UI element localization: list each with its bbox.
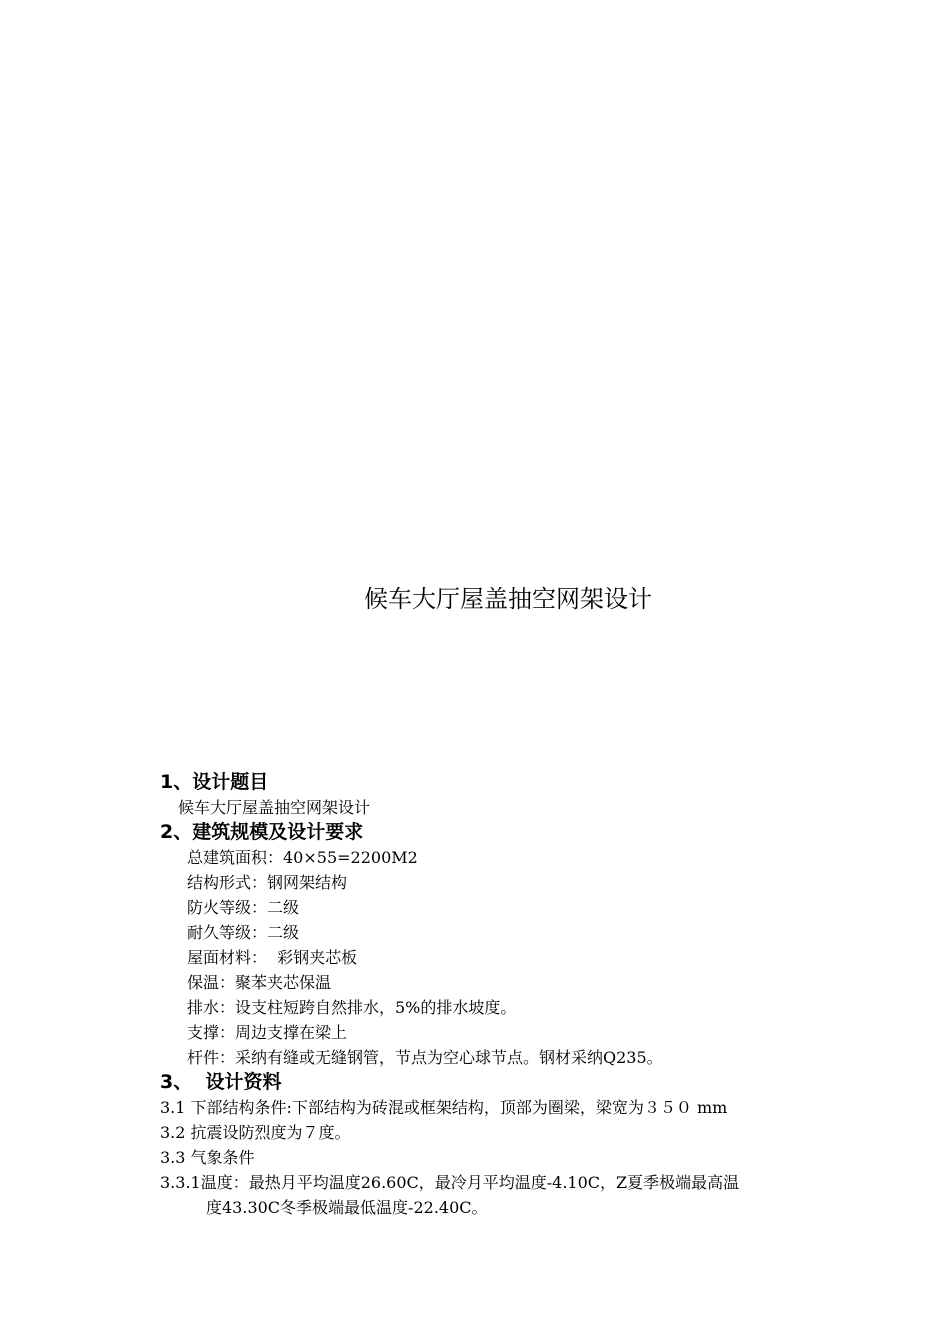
requirement-item: 结构形式：钢网架结构 [187,873,348,892]
requirement-item: 保温：聚苯夹芯保温 [187,973,332,992]
document-title: 候车大厅屋盖抽空网架设计 [364,585,652,613]
design-data-item-continued: 度43.30C冬季极端最低温度-22.40C。 [206,1198,488,1217]
section-1-text: 候车大厅屋盖抽空网架设计 [178,798,371,817]
section-3-heading: 3、 设计资料 [160,1071,282,1093]
requirement-item: 防火等级：二级 [187,898,300,917]
requirement-item: 屋面材料： 彩钢夹芯板 [187,948,358,967]
requirement-item: 总建筑面积：40×55=2200M2 [187,848,418,867]
design-data-item: 3.3 气象条件 [160,1148,255,1167]
requirement-item: 耐久等级：二级 [187,923,300,942]
document-body [160,770,880,1220]
design-data-item: 3.2 抗震设防烈度为７度。 [160,1123,351,1142]
design-data-item: 3.3.1温度：最热月平均温度26.60C，最冷月平均温度-4.10C，Z夏季极端最高温 [160,1173,740,1192]
requirement-item: 杆件：采纳有缝或无缝钢管，节点为空心球节点。钢材采纳Q235。 [187,1048,663,1067]
section-2-heading: 2、建筑规模及设计要求 [160,821,364,843]
requirement-item: 支撑：周边支撑在梁上 [187,1023,348,1042]
requirement-item: 排水：设支柱短跨自然排水，5%的排水坡度。 [187,998,517,1017]
section-1-heading: 1、设计题目 [160,771,269,793]
design-data-item: 3.1 下部结构条件:下部结构为砖混或框架结构，顶部为圈梁，梁宽为３５０ mm [160,1098,728,1117]
